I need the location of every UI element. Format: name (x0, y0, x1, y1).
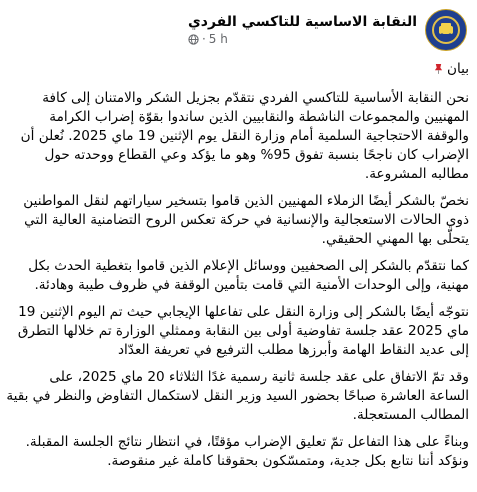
paragraph-second-session: وقد تمّ الاتفاق على عقد جلسة ثانية رسمية غدًا الثلاثاء 20 ماي 2025، على الساعة العاشرة صباحًا بحضور السيد وزير النقل لاستكمال التفاوض والنظر في بقية المطالب المستعجلة. (6, 369, 469, 423)
post-header (10, 6, 467, 54)
page-avatar[interactable] (425, 9, 467, 51)
paragraph-media: كما نتقدّم بالشكر إلى الصحفيين ووسائل الإعلام الذين قاموا بتغطية الحدث بكل مهنية، وإلى الوحدات الأمنية التي قامت بتأمين الوقفة في ظروف طيبة وهادئة. (28, 258, 469, 293)
paragraph-strike-suspension: وبناءً على هذا التفاعل تمّ تعليق الإضراب مؤقتًا، في انتظار نتائج الجلسة المقبلة. ونؤكد أننا نتابع بكل جدية، ومتمسّكون بحقوقنا كاملة غير منقوصة. (25, 434, 469, 469)
paragraph-thanks: نحن النقابة الأساسية للتاكسي الفردي نتقدّم بجزيل الشكر والامتنان إلى كافة المهنيين والمجموعات الناشطة والنقابيين الذين ساندوا بقوّة إضراب الكرامة والوقفة الاحتجاجية السلمية أمام وزارة النقل يوم الإثنين 19 ماي 2025. نُعلن أن الإضراب كان ناجحًا بنسبة تفوق 95% وهو ما يؤكد وعي القطاع ووحدته حول مطالبه المشروعة. (20, 90, 469, 182)
separator: · (201, 32, 206, 46)
post-title-line (6, 60, 469, 79)
post-meta (188, 13, 417, 47)
paragraph-colleagues: نخصّ بالشكر أيضًا الزملاء المهنيين الذين قاموا بتسخير سياراتهم لنقل المواطنين ذوي الحالات الاستعجالية والإنسانية في حركة تعكس الروح التضامنية العالية التي يتحلّى بها المهني الحقيقي. (23, 193, 469, 247)
post-body (6, 60, 469, 479)
globe-icon[interactable] (188, 34, 199, 45)
post-subline (188, 31, 417, 47)
union-logo-icon (426, 10, 466, 50)
pushpin-icon (434, 63, 443, 74)
post-title: بيان (446, 61, 469, 77)
paragraph-ministry: نتوجّه أيضًا بالشكر إلى وزارة النقل على تفاعلها الإيجابي حيث تم اليوم الإثنين 19 ماي 2025 عقد جلسة تفاوضية أولى بين النقابة وممثلي الوزارة تم خلالها التطرق إلى عديد النقاط الهامة وأبرزها مطلب الترفيع في تعريفة العدّاد (17, 304, 469, 358)
post-time[interactable]: 5 h (208, 32, 228, 46)
page-name[interactable]: النقابة الاساسية للتاكسي الفردي (187, 14, 417, 30)
